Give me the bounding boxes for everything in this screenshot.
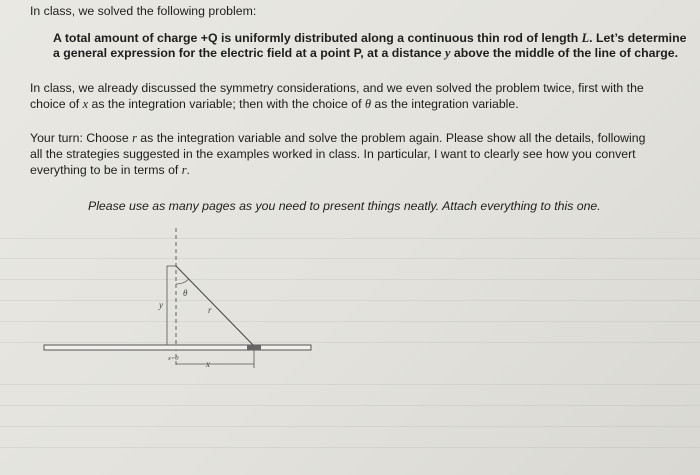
problem-line-2-b: above the middle of the line of charge. <box>450 46 679 60</box>
paragraph3-line-2: all the strategies suggested in the examples worked in class. In particular, I want to clearly see how you convert <box>30 147 636 161</box>
problem-line-1-b: . Let’s determine <box>589 31 687 45</box>
theta-arc <box>176 279 189 284</box>
problem-line-2-a: a general expression for the electric field at a point P, at a distance <box>53 46 446 60</box>
paragraph3-line-3-b: . <box>186 163 190 177</box>
theta-label: θ <box>183 288 188 298</box>
paragraph3-line-1-b: as the integration variable and solve the problem again. Please show all the details, following <box>136 131 646 145</box>
x0-label: x=0 <box>168 355 179 362</box>
paragraph3-line-1-a: Your turn: Choose <box>30 131 133 145</box>
r-variable-symbol: r <box>132 131 137 145</box>
paragraph3-line-3-a: everything to be in terms of <box>30 163 182 177</box>
r-variable-symbol-2: r <box>181 163 187 177</box>
distance-y-symbol: y <box>445 46 451 60</box>
paragraph2-line-2-a: choice of <box>30 97 83 111</box>
paragraph2-line-1: In class, we already discussed the symmetry considerations, and we even solved the problem twice, first with the <box>30 81 644 95</box>
r-label: r <box>208 305 212 315</box>
charge-element-dx <box>247 345 261 350</box>
x-label: x <box>206 359 210 369</box>
charged-rod <box>44 345 311 350</box>
paragraph2-line-2-b: as the integration variable; then with the choice of <box>88 97 365 111</box>
theta-variable-symbol: θ <box>364 97 372 111</box>
rod-length-symbol: L <box>581 31 590 45</box>
problem-line-1-a: A total amount of charge +Q is uniformly distributed along a continuous thin rod of length <box>53 31 582 45</box>
note-text: Please use as many pages as you need to present things neatly. Attach everything to this one. <box>88 199 601 213</box>
y-label: y <box>159 300 163 310</box>
x-variable-symbol: x <box>82 97 89 111</box>
paragraph2-line-2-c: as the integration variable. <box>371 97 519 111</box>
r-line <box>176 266 254 346</box>
intro-text: In class, we solved the following problem: <box>30 4 257 18</box>
